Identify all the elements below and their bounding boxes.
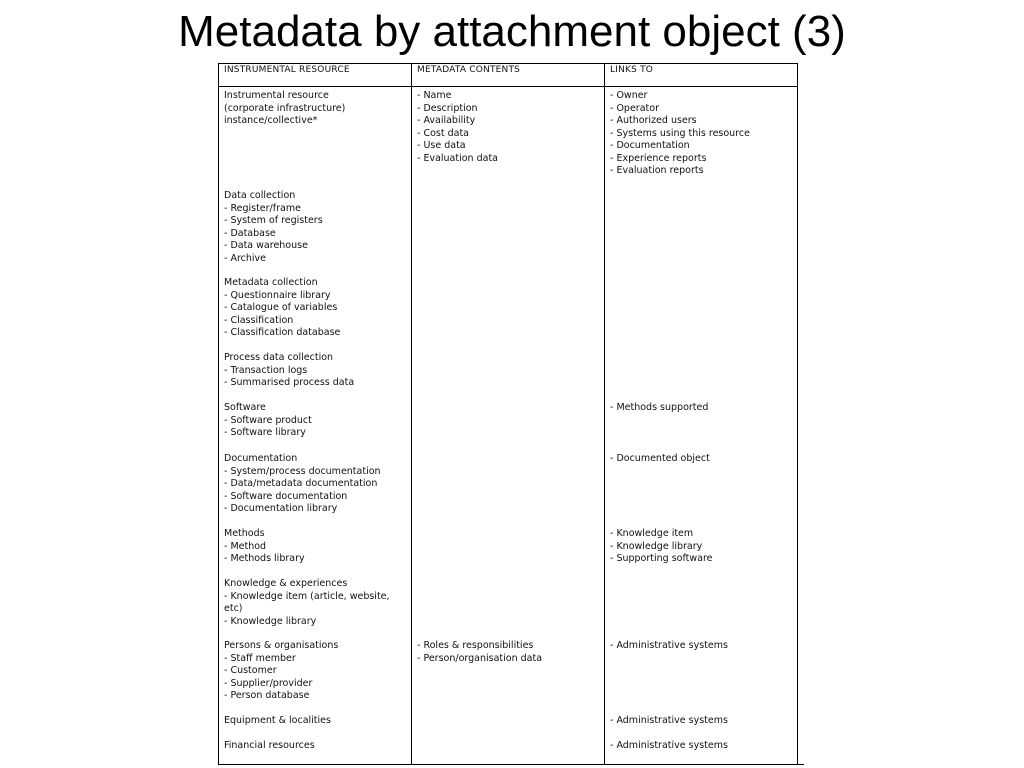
metadata-cell <box>417 90 498 165</box>
cell-line: - Documented object <box>610 453 710 464</box>
resource-cell <box>224 190 323 265</box>
cell-line: - Staff member <box>224 652 296 664</box>
cell-line: - Software documentation <box>224 490 348 502</box>
resource-cell <box>224 578 390 628</box>
links-cell <box>610 740 728 753</box>
cell-line: - Catalogue of variables <box>224 302 338 313</box>
cell-line: - Experience reports <box>610 152 707 164</box>
cell-line: - Archive <box>224 252 266 264</box>
header-divider <box>219 86 797 87</box>
resource-cell <box>224 277 340 340</box>
cell-line: - Knowledge library <box>224 615 317 627</box>
cell-line: - Operator <box>610 102 659 114</box>
cell-line: - Method <box>224 540 267 552</box>
cell-line: - Availability <box>417 115 476 126</box>
cell-line: Financial resources <box>224 740 315 751</box>
metadata-cell <box>417 640 542 665</box>
cell-line: - Methods library <box>224 553 305 564</box>
cell-line: instance/collective* <box>224 115 318 126</box>
cell-line: - Knowledge item (article, website, <box>224 590 390 602</box>
cell-line: etc) <box>224 603 243 614</box>
cell-line: - Supporting software <box>610 553 713 564</box>
cell-line: - Classification database <box>224 327 341 338</box>
resource-cell <box>224 740 315 753</box>
header-instrumental-resource: INSTRUMENTAL RESOURCE <box>224 65 350 75</box>
cell-line: - Database <box>224 227 276 239</box>
cell-line: - Evaluation data <box>417 152 498 164</box>
cell-line: - Questionnaire library <box>224 289 331 301</box>
cell-line: - Software library <box>224 427 306 438</box>
links-cell <box>610 640 728 653</box>
cell-line: - Software product <box>224 414 312 426</box>
cell-line: - Person database <box>224 690 310 701</box>
links-cell <box>610 402 708 415</box>
cell-line: Persons & organisations <box>224 640 339 651</box>
cell-line: Data collection <box>224 190 296 201</box>
cell-line: - Knowledge library <box>610 540 703 552</box>
cell-line: - Classification <box>224 314 294 326</box>
resource-cell <box>224 90 345 128</box>
cell-line: - Administrative systems <box>610 740 728 751</box>
cell-line: - Administrative systems <box>610 640 728 651</box>
cell-line: - Knowledge item <box>610 528 694 539</box>
cell-line: Metadata collection <box>224 277 318 288</box>
cell-line: - Supplier/provider <box>224 677 313 689</box>
links-cell <box>610 528 713 566</box>
cell-line: Methods <box>224 528 265 539</box>
cell-line: - Description <box>417 102 478 114</box>
links-cell <box>610 90 750 178</box>
cell-line: - Name <box>417 90 452 101</box>
links-cell <box>610 453 710 466</box>
column-divider <box>411 64 412 764</box>
resource-cell <box>224 402 312 440</box>
resource-cell <box>224 640 338 703</box>
cell-line: - Authorized users <box>610 115 697 126</box>
resource-cell <box>224 715 331 728</box>
resource-cell <box>224 352 354 390</box>
cell-line: - Systems using this resource <box>610 127 750 139</box>
cell-line: - Documentation library <box>224 503 338 514</box>
page-corner-mark <box>797 764 804 765</box>
cell-line: Equipment & localities <box>224 715 331 726</box>
cell-line: - Register/frame <box>224 202 301 214</box>
cell-line: - Owner <box>610 90 648 101</box>
cell-line: - System/process documentation <box>224 465 381 477</box>
resource-cell <box>224 528 305 566</box>
cell-line: - System of registers <box>224 215 323 226</box>
cell-line: - Administrative systems <box>610 715 728 726</box>
cell-line: Process data collection <box>224 352 334 363</box>
cell-line: - Data/metadata documentation <box>224 478 378 489</box>
cell-line: - Person/organisation data <box>417 652 543 664</box>
resource-cell <box>224 453 381 516</box>
cell-line: - Methods supported <box>610 402 709 413</box>
cell-line: - Summarised process data <box>224 377 355 388</box>
cell-line: - Transaction logs <box>224 364 308 376</box>
cell-line: - Evaluation reports <box>610 165 704 176</box>
cell-line: - Cost data <box>417 127 469 139</box>
cell-line: - Roles & responsibilities <box>417 640 534 651</box>
cell-line: Knowledge & experiences <box>224 578 348 589</box>
cell-line: Software <box>224 402 266 413</box>
cell-line: - Use data <box>417 140 466 151</box>
cell-line: - Data warehouse <box>224 240 308 251</box>
slide-title: Metadata by attachment object (3) <box>178 7 846 56</box>
cell-line: Documentation <box>224 453 298 464</box>
links-cell <box>610 715 728 728</box>
cell-line: - Customer <box>224 665 277 676</box>
header-metadata-contents: METADATA CONTENTS <box>417 65 521 75</box>
cell-line: Instrumental resource <box>224 90 329 101</box>
column-divider <box>604 64 605 764</box>
metadata-table <box>218 63 798 765</box>
header-links-to: LINKS TO <box>610 65 654 75</box>
cell-line: - Documentation <box>610 140 690 151</box>
cell-line: (corporate infrastructure) <box>224 102 346 114</box>
